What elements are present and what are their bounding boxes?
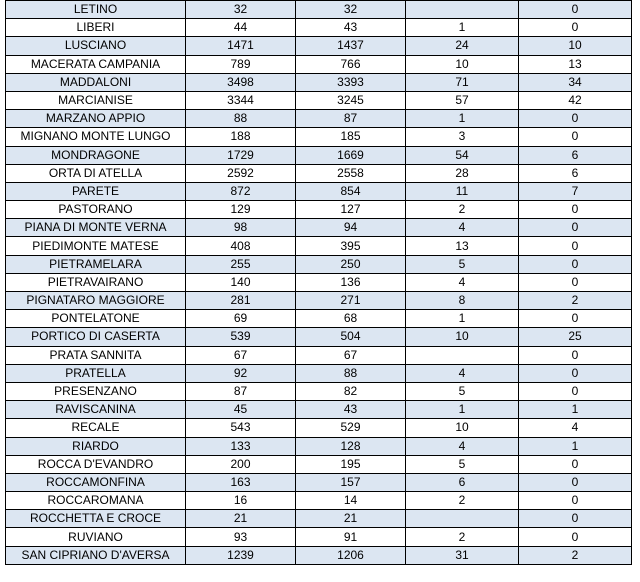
table-row (6, 1, 632, 19)
total-cell: 32 (186, 1, 296, 19)
col2-cell: 68 (296, 310, 406, 328)
comune-cell: MACERATA CAMPANIA (6, 55, 186, 73)
table-row (6, 201, 632, 219)
col2-cell: 14 (296, 492, 406, 510)
col2-cell: 2558 (296, 164, 406, 182)
table-row (6, 364, 632, 382)
total-cell: 1239 (186, 546, 296, 564)
col3-cell: 11 (406, 182, 519, 200)
col2-cell: 87 (296, 110, 406, 128)
total-cell: 69 (186, 310, 296, 328)
col2-cell: 127 (296, 201, 406, 219)
col3-cell: 5 (406, 455, 519, 473)
col3-cell: 28 (406, 164, 519, 182)
comune-cell: ROCCHETTA E CROCE (6, 510, 186, 528)
table-row (6, 473, 632, 491)
col4-cell: 2 (519, 292, 632, 310)
table-row (6, 437, 632, 455)
col4-cell: 0 (519, 528, 632, 546)
col4-cell: 0 (519, 237, 632, 255)
total-cell: 92 (186, 364, 296, 382)
comune-cell: RAVISCANINA (6, 401, 186, 419)
col3-cell (406, 510, 519, 528)
total-cell: 255 (186, 255, 296, 273)
col4-cell: 0 (519, 382, 632, 400)
col4-cell: 1 (519, 437, 632, 455)
total-cell: 408 (186, 237, 296, 255)
total-cell: 3344 (186, 91, 296, 109)
table-row (6, 510, 632, 528)
comune-cell: LIBERI (6, 19, 186, 37)
col2-cell: 3393 (296, 73, 406, 91)
col3-cell: 13 (406, 237, 519, 255)
total-cell: 200 (186, 455, 296, 473)
table-row (6, 382, 632, 400)
comune-cell: ROCCAMONFINA (6, 473, 186, 491)
col4-cell: 13 (519, 55, 632, 73)
col2-cell: 395 (296, 237, 406, 255)
col4-cell: 0 (519, 310, 632, 328)
table-row (6, 219, 632, 237)
col4-cell: 0 (519, 19, 632, 37)
col2-cell: 91 (296, 528, 406, 546)
col3-cell (406, 1, 519, 19)
col2-cell: 250 (296, 255, 406, 273)
total-cell: 1729 (186, 146, 296, 164)
col3-cell: 1 (406, 110, 519, 128)
comune-cell: MONDRAGONE (6, 146, 186, 164)
comune-cell: RECALE (6, 419, 186, 437)
col4-cell: 0 (519, 219, 632, 237)
comune-cell: PIEDIMONTE MATESE (6, 237, 186, 255)
col3-cell: 6 (406, 473, 519, 491)
col2-cell: 32 (296, 1, 406, 19)
col4-cell: 0 (519, 455, 632, 473)
total-cell: 67 (186, 346, 296, 364)
col3-cell: 4 (406, 364, 519, 382)
col4-cell: 0 (519, 255, 632, 273)
table-row (6, 546, 632, 564)
col4-cell: 0 (519, 110, 632, 128)
comune-cell: MADDALONI (6, 73, 186, 91)
table-row (6, 401, 632, 419)
data-table (5, 0, 632, 565)
table-row (6, 492, 632, 510)
comune-cell: PRESENZANO (6, 382, 186, 400)
col3-cell: 24 (406, 37, 519, 55)
col4-cell: 0 (519, 364, 632, 382)
comune-cell: PIETRAVAIRANO (6, 273, 186, 291)
table-row (6, 273, 632, 291)
col2-cell: 1437 (296, 37, 406, 55)
col3-cell (406, 346, 519, 364)
col2-cell: 766 (296, 55, 406, 73)
comune-cell: PRATELLA (6, 364, 186, 382)
comune-cell: SAN CIPRIANO D'AVERSA (6, 546, 186, 564)
table-row (6, 110, 632, 128)
col3-cell: 54 (406, 146, 519, 164)
col3-cell: 8 (406, 292, 519, 310)
col2-cell: 136 (296, 273, 406, 291)
col4-cell: 0 (519, 473, 632, 491)
col4-cell: 34 (519, 73, 632, 91)
col2-cell: 195 (296, 455, 406, 473)
comune-cell: ORTA DI ATELLA (6, 164, 186, 182)
col4-cell: 0 (519, 346, 632, 364)
col2-cell: 1206 (296, 546, 406, 564)
col2-cell: 504 (296, 328, 406, 346)
comune-cell: PRATA SANNITA (6, 346, 186, 364)
col3-cell: 2 (406, 492, 519, 510)
col2-cell: 43 (296, 19, 406, 37)
total-cell: 539 (186, 328, 296, 346)
comune-cell: PIETRAMELARA (6, 255, 186, 273)
col3-cell: 57 (406, 91, 519, 109)
total-cell: 2592 (186, 164, 296, 182)
table-row (6, 146, 632, 164)
col2-cell: 94 (296, 219, 406, 237)
col2-cell: 88 (296, 364, 406, 382)
col2-cell: 157 (296, 473, 406, 491)
col3-cell: 10 (406, 328, 519, 346)
col4-cell: 25 (519, 328, 632, 346)
comune-cell: LETINO (6, 1, 186, 19)
col3-cell: 5 (406, 382, 519, 400)
comune-cell: PORTICO DI CASERTA (6, 328, 186, 346)
col2-cell: 854 (296, 182, 406, 200)
table-row (6, 310, 632, 328)
table-body (6, 1, 632, 565)
col4-cell: 6 (519, 146, 632, 164)
comune-cell: ROCCAROMANA (6, 492, 186, 510)
comune-cell: PASTORANO (6, 201, 186, 219)
table-row (6, 55, 632, 73)
col4-cell: 7 (519, 182, 632, 200)
col2-cell: 1669 (296, 146, 406, 164)
col3-cell: 1 (406, 19, 519, 37)
comune-cell: PIGNATARO MAGGIORE (6, 292, 186, 310)
table-row (6, 292, 632, 310)
col4-cell: 6 (519, 164, 632, 182)
col3-cell: 2 (406, 528, 519, 546)
table-row (6, 528, 632, 546)
col3-cell: 4 (406, 273, 519, 291)
total-cell: 281 (186, 292, 296, 310)
col4-cell: 1 (519, 401, 632, 419)
total-cell: 543 (186, 419, 296, 437)
col3-cell: 2 (406, 201, 519, 219)
total-cell: 45 (186, 401, 296, 419)
col4-cell: 0 (519, 1, 632, 19)
col4-cell: 0 (519, 510, 632, 528)
table-row (6, 164, 632, 182)
comune-cell: MIGNANO MONTE LUNGO (6, 128, 186, 146)
col3-cell: 10 (406, 419, 519, 437)
col3-cell: 31 (406, 546, 519, 564)
col3-cell: 1 (406, 401, 519, 419)
table-row (6, 128, 632, 146)
col4-cell: 0 (519, 128, 632, 146)
col2-cell: 21 (296, 510, 406, 528)
total-cell: 98 (186, 219, 296, 237)
comune-cell: PONTELATONE (6, 310, 186, 328)
total-cell: 3498 (186, 73, 296, 91)
total-cell: 1471 (186, 37, 296, 55)
table-row (6, 182, 632, 200)
total-cell: 872 (186, 182, 296, 200)
col4-cell: 0 (519, 201, 632, 219)
total-cell: 133 (186, 437, 296, 455)
col2-cell: 529 (296, 419, 406, 437)
total-cell: 88 (186, 110, 296, 128)
col4-cell: 4 (519, 419, 632, 437)
total-cell: 21 (186, 510, 296, 528)
col4-cell: 0 (519, 492, 632, 510)
col3-cell: 71 (406, 73, 519, 91)
total-cell: 188 (186, 128, 296, 146)
table-row (6, 419, 632, 437)
comune-cell: MARZANO APPIO (6, 110, 186, 128)
table-row (6, 255, 632, 273)
col4-cell: 2 (519, 546, 632, 564)
total-cell: 44 (186, 19, 296, 37)
total-cell: 163 (186, 473, 296, 491)
col3-cell: 10 (406, 55, 519, 73)
total-cell: 140 (186, 273, 296, 291)
col3-cell: 3 (406, 128, 519, 146)
col2-cell: 3245 (296, 91, 406, 109)
total-cell: 129 (186, 201, 296, 219)
total-cell: 93 (186, 528, 296, 546)
comune-cell: MARCIANISE (6, 91, 186, 109)
col2-cell: 67 (296, 346, 406, 364)
comune-cell: PIANA DI MONTE VERNA (6, 219, 186, 237)
col2-cell: 271 (296, 292, 406, 310)
col2-cell: 128 (296, 437, 406, 455)
total-cell: 789 (186, 55, 296, 73)
table-row (6, 37, 632, 55)
col4-cell: 10 (519, 37, 632, 55)
table-row (6, 237, 632, 255)
col3-cell: 1 (406, 310, 519, 328)
table-row (6, 91, 632, 109)
table-row (6, 346, 632, 364)
total-cell: 87 (186, 382, 296, 400)
col3-cell: 4 (406, 219, 519, 237)
comune-cell: LUSCIANO (6, 37, 186, 55)
table-row (6, 73, 632, 91)
total-cell: 16 (186, 492, 296, 510)
col2-cell: 82 (296, 382, 406, 400)
col3-cell: 4 (406, 437, 519, 455)
table-row (6, 455, 632, 473)
table-row (6, 19, 632, 37)
col2-cell: 185 (296, 128, 406, 146)
col4-cell: 0 (519, 273, 632, 291)
col4-cell: 42 (519, 91, 632, 109)
col3-cell: 5 (406, 255, 519, 273)
comune-cell: RUVIANO (6, 528, 186, 546)
comune-cell: RIARDO (6, 437, 186, 455)
col2-cell: 43 (296, 401, 406, 419)
table-row (6, 328, 632, 346)
comune-cell: PARETE (6, 182, 186, 200)
comune-cell: ROCCA D'EVANDRO (6, 455, 186, 473)
